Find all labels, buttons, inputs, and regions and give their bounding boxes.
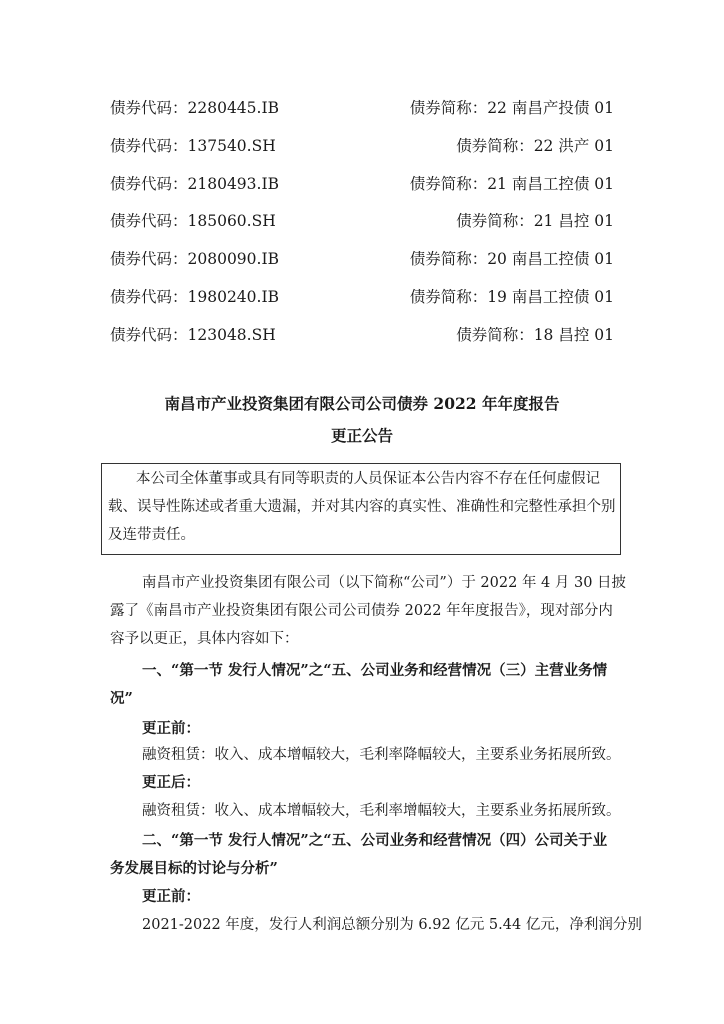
bond-code: 债券代码：2280445.IB — [110, 99, 279, 117]
statement-line: 及连带责任。 — [108, 527, 195, 543]
statement-line: 本公司全体董事或具有同等职责的人员保证本公告内容不存在任何虚假记 — [136, 471, 600, 487]
paragraph-line: 容予以更正，具体内容如下： — [110, 631, 299, 647]
bond-row — [110, 172, 614, 196]
bond-code: 债券代码：123048.SH — [110, 326, 276, 344]
bond-short-name: 债券简称：19 南昌工控债 01 — [409, 288, 614, 306]
bond-code: 债券代码：1980240.IB — [110, 288, 279, 306]
bond-code: 债券代码：137540.SH — [110, 137, 276, 155]
bond-short-name: 债券简称：22 洪产 01 — [456, 137, 614, 155]
bond-code: 债券代码：185060.SH — [110, 212, 276, 230]
bond-code: 债券代码：2080090.IB — [110, 250, 279, 268]
document-subtitle: 更正公告 — [330, 426, 393, 445]
bond-row — [110, 134, 614, 158]
label-after-correction: 更正后： — [142, 774, 200, 791]
bond-short-name: 债券简称：21 南昌工控债 01 — [409, 175, 614, 193]
section-heading: 况” — [110, 690, 133, 707]
paragraph-line: 露了《南昌市产业投资集团有限公司公司债券 2022 年年度报告》，现对部分内 — [110, 603, 613, 619]
section-heading: 二、“第一节 发行人情况”之“五、公司业务和经营情况（四）公司关于业 — [142, 832, 608, 849]
bond-row — [110, 96, 614, 120]
bond-short-name: 债券简称：21 昌控 01 — [456, 212, 614, 230]
paragraph-line: 融资租赁：收入、成本增幅较大，毛利率增幅较大，主要系业务拓展所致。 — [142, 803, 621, 819]
bond-short-name: 债券简称：18 昌控 01 — [456, 326, 614, 344]
bond-row — [110, 285, 614, 309]
bond-short-name: 债券简称：22 南昌产投债 01 — [409, 99, 614, 117]
label-before-correction: 更正前： — [142, 888, 200, 905]
paragraph-line: 融资租赁：收入、成本增幅较大，毛利率降幅较大，主要系业务拓展所致。 — [142, 747, 621, 763]
paragraph-line: 2021-2022 年度，发行人利润总额分别为 6.92 亿元 5.44 亿元，净利润分别 — [142, 917, 642, 933]
bond-code: 债券代码：2180493.IB — [110, 175, 279, 193]
bond-short-name: 债券简称：20 南昌工控债 01 — [409, 250, 614, 268]
bond-row — [110, 247, 614, 271]
document-title: 南昌市产业投资集团有限公司公司债券 2022 年年度报告 — [164, 394, 560, 413]
statement-line: 载、误导性陈述或者重大遗漏，并对其内容的真实性、准确性和完整性承担个别 — [108, 499, 616, 515]
section-heading: 一、“第一节 发行人情况”之“五、公司业务和经营情况（三）主营业务情 — [142, 662, 608, 679]
paragraph-line: 南昌市产业投资集团有限公司（以下简称“公司”）于 2022 年 4 月 30 日披 — [142, 575, 627, 591]
label-before-correction: 更正前： — [142, 720, 200, 737]
section-heading: 务发展目标的讨论与分析” — [110, 860, 278, 877]
bond-row — [110, 323, 614, 347]
board-statement-box — [101, 463, 621, 555]
bond-row — [110, 209, 614, 233]
